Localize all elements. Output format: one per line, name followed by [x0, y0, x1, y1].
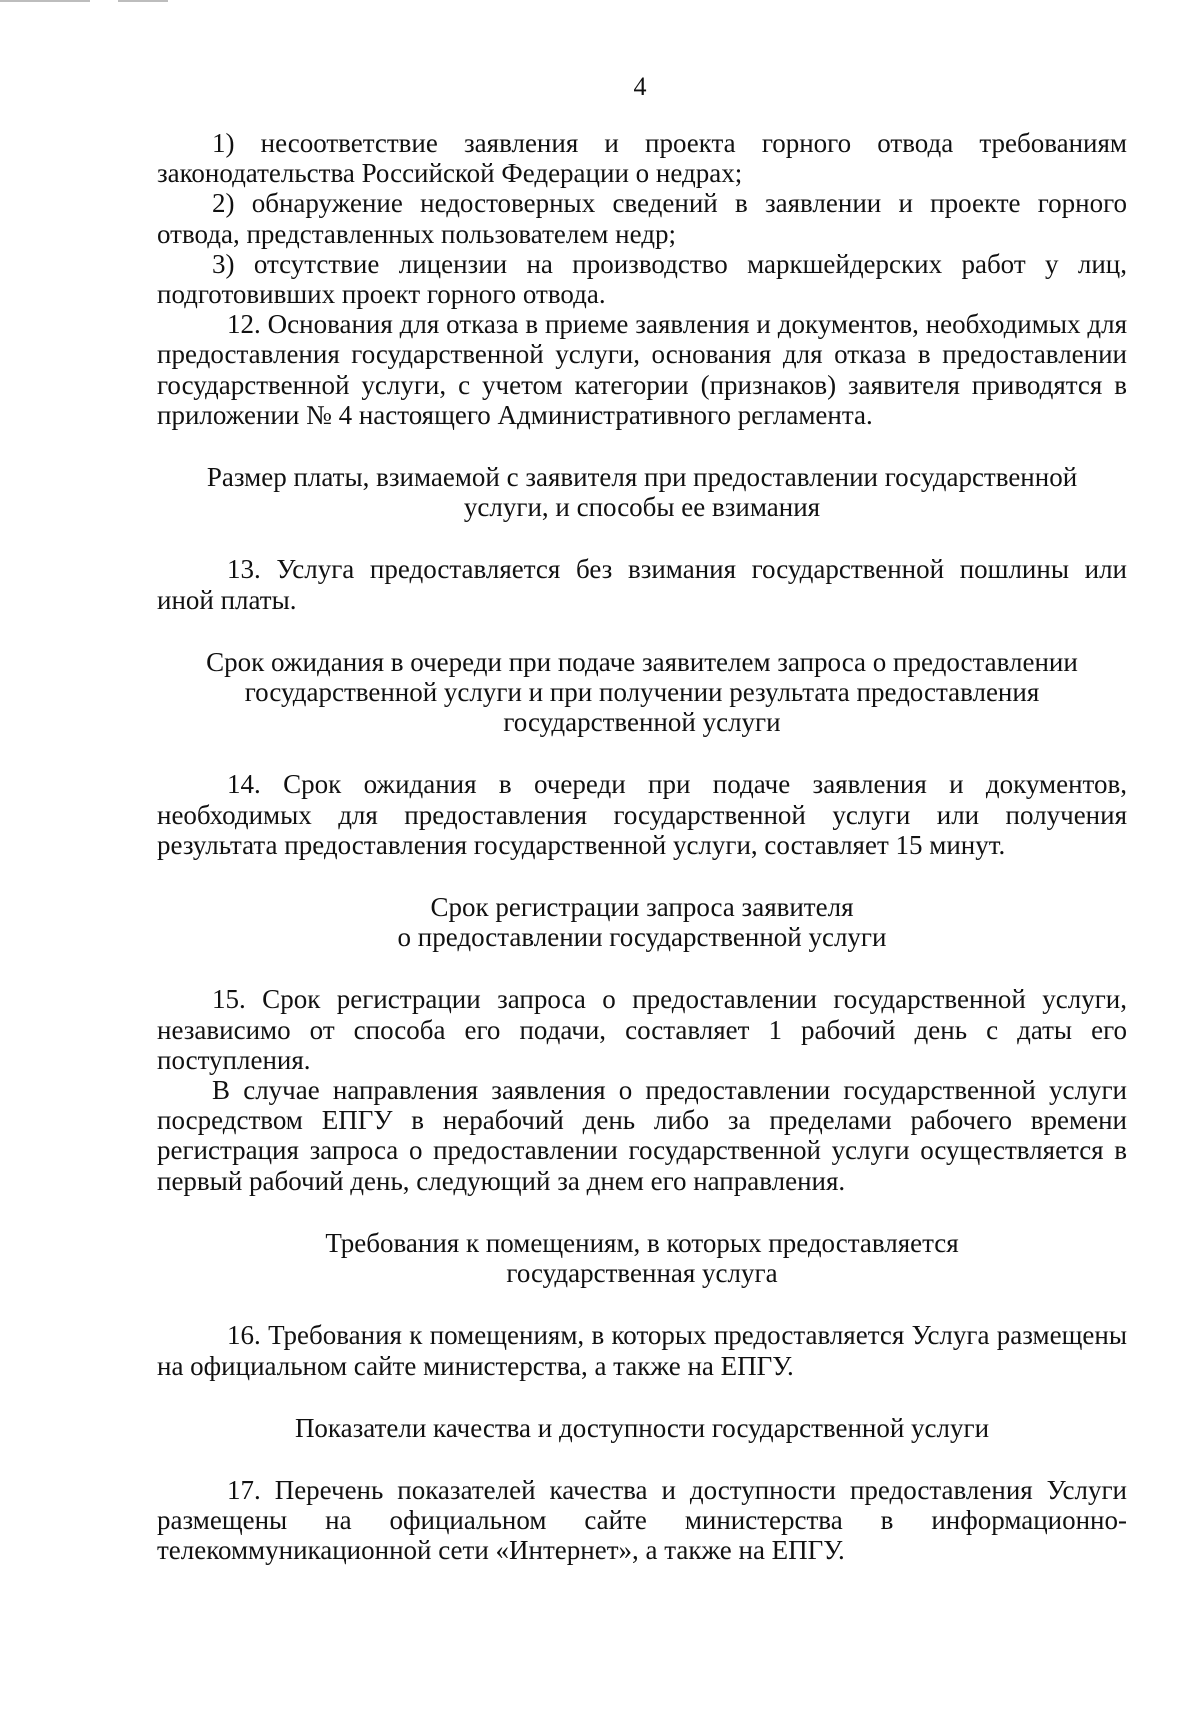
paragraph-item-1: 1) несоответствие заявления и проекта горного отвода требованиям законодательства Российской Федерации о недрах;: [157, 128, 1127, 189]
heading-line: государственная услуга: [506, 1258, 778, 1289]
section-heading-quality: [157, 1413, 1127, 1443]
heading-line: о предоставлении государственной услуги: [397, 922, 887, 953]
paragraph-item-2: 2) обнаружение недостоверных сведений в заявлении и проекте горного отвода, представленных пользователем недр;: [157, 188, 1127, 249]
paragraph-17: 17. Перечень показателей качества и доступности предоставления Услуги размещены на официальном сайте министерства в информационно-телекоммуникационной сети «Интернет», а также на ЕПГУ.: [157, 1474, 1127, 1566]
section-heading-premises: [157, 1228, 1127, 1288]
heading-line: государственной услуги: [503, 707, 781, 738]
heading-line: Требования к помещениям, в которых предоставляется: [325, 1227, 959, 1258]
paragraph-14: 14. Срок ожидания в очереди при подаче заявления и документов, необходимых для предоставления государственной услуги или получения результата предоставления государственной услуги, составляет 15 минут.: [157, 769, 1127, 860]
section-heading-registration: [157, 892, 1127, 952]
heading-line: Срок ожидания в очереди при подаче заявителем запроса о предоставлении: [206, 646, 1078, 677]
paragraph-16: 16. Требования к помещениям, в которых предоставляется Услуга размещены на официальном сайте министерства, а также на ЕПГУ.: [157, 1320, 1127, 1381]
paragraph-15-continued: В случае направления заявления о предоставлении государственной услуги посредством ЕПГУ в нерабочий день либо за пределами рабочего времени регистрация запроса о предоставлении государственной услуги осуществляется в первый рабочий день, следующий за днем его направления.: [157, 1075, 1127, 1196]
scan-edge-mark: [0, 0, 90, 2]
heading-line: Размер платы, взимаемой с заявителя при предоставлении государственной: [206, 462, 1078, 493]
page-number: 4: [633, 72, 647, 101]
paragraph-12: 12. Основания для отказа в приеме заявления и документов, необходимых для предоставления государственной услуги, основания для отказа в предоставлении государственной услуги, с учетом категории (признаков) заявителя приводятся в приложении № 4 настоящего Административного регламента.: [157, 309, 1127, 430]
heading-line: услуги, и способы ее взимания: [463, 492, 821, 523]
heading-line: Срок регистрации запроса заявителя: [430, 892, 854, 923]
document-body: [157, 128, 1127, 1566]
heading-line: государственной услуги и при получении результата предоставления: [244, 677, 1040, 708]
paragraph-13: 13. Услуга предоставляется без взимания государственной пошлины или иной платы.: [157, 554, 1127, 615]
section-heading-queue: [157, 647, 1127, 738]
scan-edge-mark: [118, 0, 168, 2]
section-heading-fee: [157, 462, 1127, 522]
paragraph-item-3: 3) отсутствие лицензии на производство маркшейдерских работ у лиц, подготовивших проект горного отвода.: [157, 248, 1127, 310]
paragraph-15: 15. Срок регистрации запроса о предоставлении государственной услуги, независимо от способа его подачи, составляет 1 рабочий день с даты его поступления.: [157, 984, 1127, 1075]
heading-line: Показатели качества и доступности государственной услуги: [294, 1412, 990, 1443]
